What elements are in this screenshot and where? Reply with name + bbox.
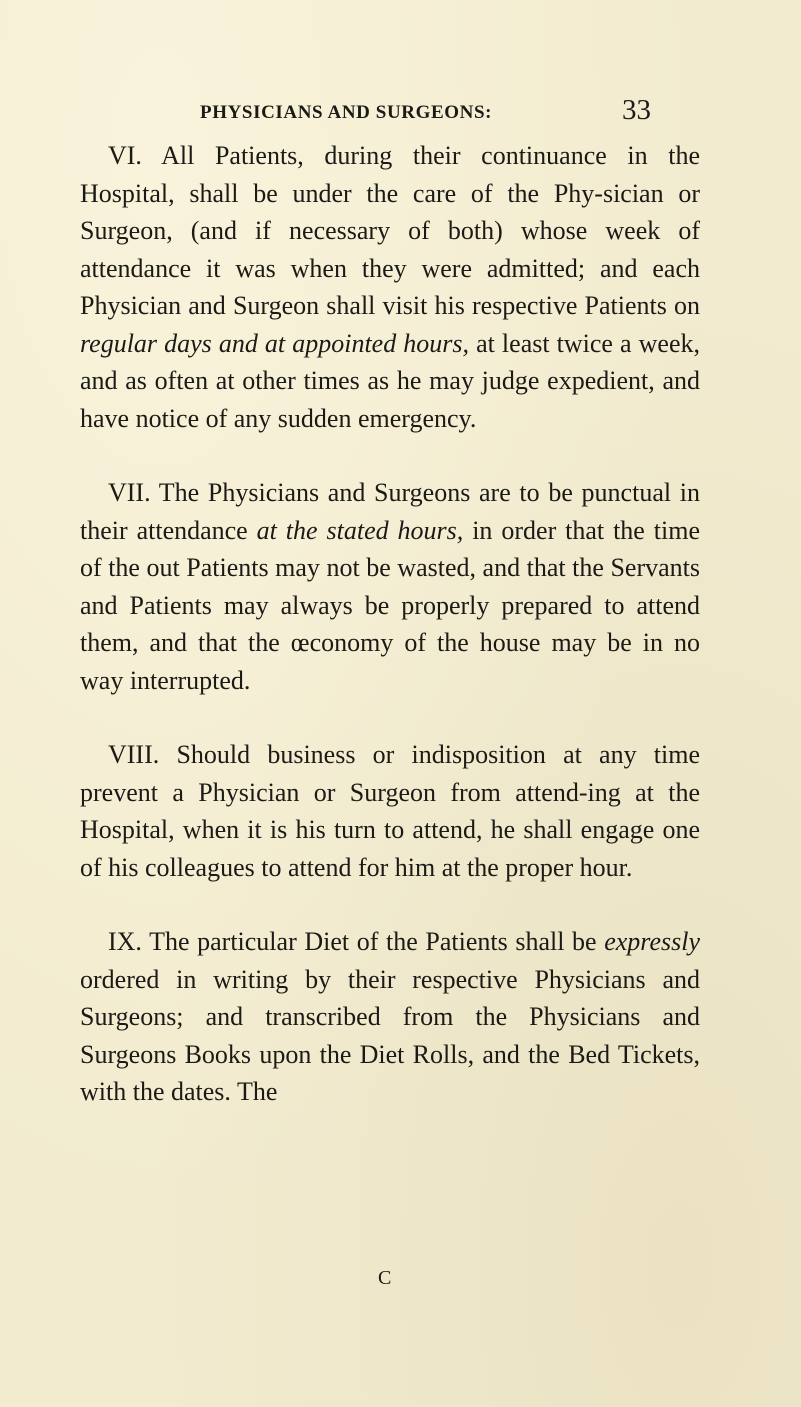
running-title: PHYSICIANS AND SURGEONS: <box>200 102 493 123</box>
italic-phrase: at the stated hours, <box>256 515 464 545</box>
body-text <box>80 137 700 1148</box>
italic-phrase: regular days and at appointed hours, <box>80 328 470 358</box>
running-head <box>0 92 801 132</box>
signature-mark: C <box>378 1267 392 1289</box>
paragraph-viii <box>80 736 700 886</box>
paragraph-ix <box>80 923 700 1111</box>
paragraph-vi <box>80 137 700 437</box>
paragraph-text: ordered in writing by their respective Physicians and Surgeons; and transcribed from the Physicians and Surgeons Books upon the Diet Rolls, and the Bed Tickets, with the dates. The <box>80 964 700 1106</box>
paragraph-text: VII. The Physicians and Surgeons are to be punctual in their attendance <box>80 478 700 545</box>
paragraph-text: IX. The particular Diet of the Patients shall be <box>108 927 605 956</box>
paragraph-text: VIII. Should business or indisposition at any time prevent a Physician or Surgeon from attend-ing at the Hospital, when it is his turn to attend, he shall engage one of his colleagues to attend for him at the proper hour. <box>80 740 700 882</box>
paragraph-text: in order that the time of the out Patients may not be wasted, and that the Servants and Patients may always be properly prepared to attend them, and that the œconomy of the house may be in no way interrupted. <box>80 515 700 695</box>
paragraph-text: VI. All Patients, during their continuance in the Hospital, shall be under the care of the Phy-sician or Surgeon, (and if necessary of both) whose week of attendance it was when they were admitted; and each Physician and Surgeon shall visit his respective Patients on <box>80 141 700 320</box>
paragraph-text: at least twice a week, and as often at other times as he may judge expedient, and have notice of any sudden emergency. <box>80 328 701 433</box>
paragraph-vii <box>80 474 700 699</box>
page-number: 33 <box>622 94 651 126</box>
italic-phrase: expressly <box>604 927 700 956</box>
